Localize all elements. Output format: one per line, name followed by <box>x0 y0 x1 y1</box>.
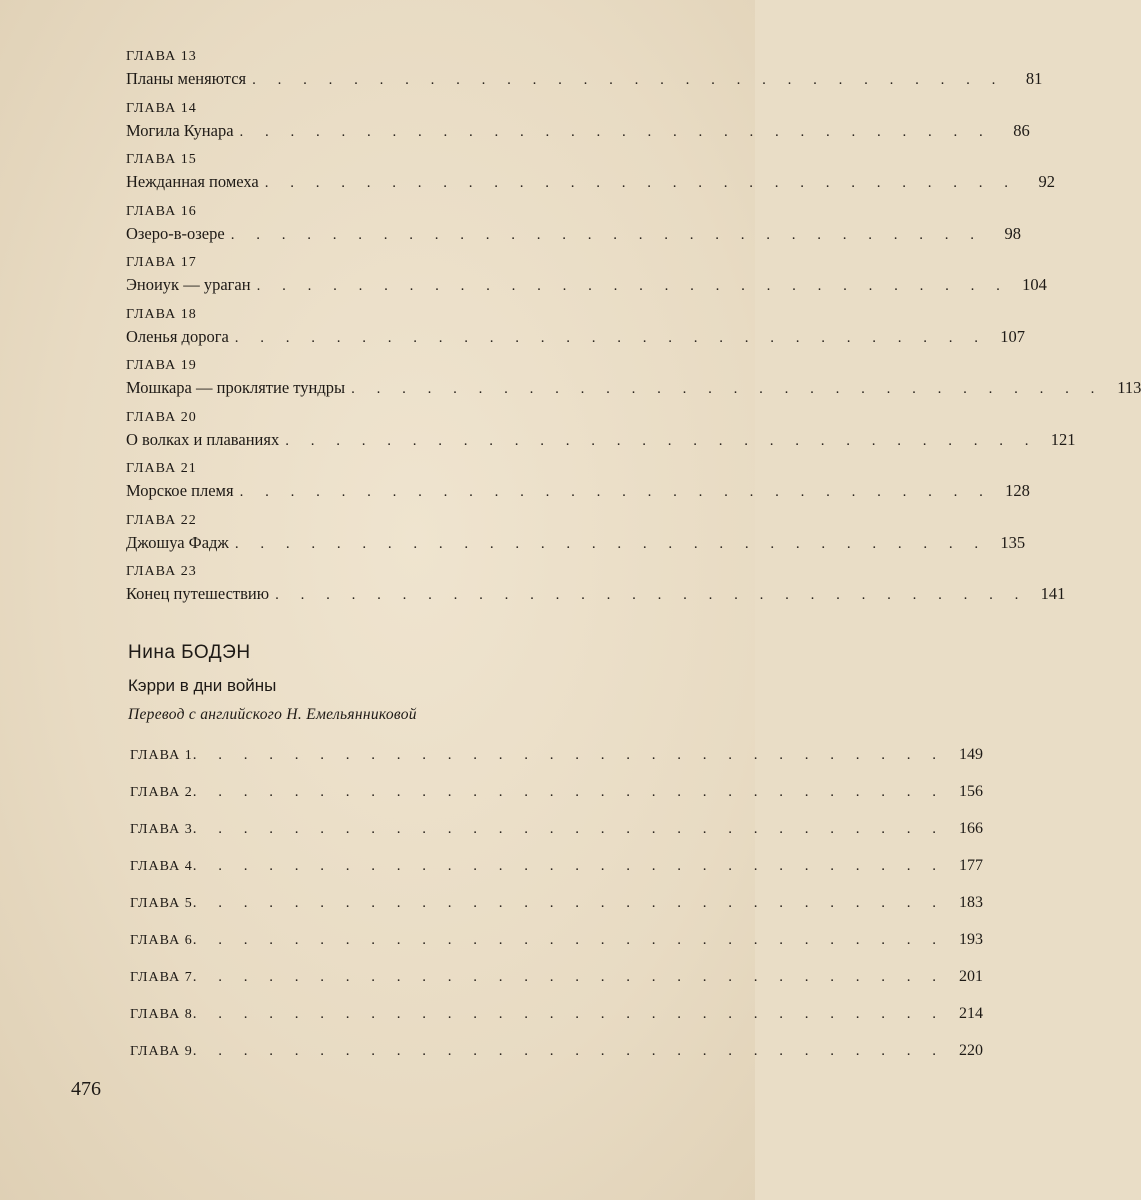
chapter-label: ГЛАВА 2 <box>130 785 193 800</box>
chapter-title: О волках и плаваниях <box>126 429 280 449</box>
chapter-title: Джошуа Фадж <box>126 532 229 552</box>
page-number: 128 <box>1005 481 1030 500</box>
toc-entry <box>126 100 1030 152</box>
chapter-label: ГЛАВА 16 <box>126 203 197 219</box>
toc-title-row <box>126 429 1076 452</box>
page-number: 104 <box>1022 275 1047 294</box>
page-number: 107 <box>1000 326 1026 346</box>
dot-leader: . . . . . . . . . . . . . . . . . . . . . . . . . . . . . . <box>230 226 983 243</box>
toc-title-row <box>126 274 1047 297</box>
toc-entry <box>126 203 1021 255</box>
chapter-label: ГЛАВА 15 <box>126 152 197 167</box>
chapter-title: Оленья дорога <box>126 326 229 346</box>
toc-part-1 <box>126 48 1141 615</box>
toc-title-row <box>126 223 1021 246</box>
page-number: 220 <box>958 1042 983 1059</box>
chapter-label: ГЛАВА 20 <box>126 409 197 425</box>
chapter-label: ГЛАВА 4 <box>130 859 193 874</box>
toc-title-row <box>126 68 1043 91</box>
page-number: 81 <box>1025 69 1043 88</box>
dot-leader: . . . . . . . . . . . . . . . . . . . . . . . . . . . . . . <box>264 175 1017 191</box>
page-number: 166 <box>958 820 983 837</box>
toc-entry <box>130 857 983 894</box>
chapter-title: Эноиук — ураган <box>126 275 251 294</box>
chapter-label: ГЛАВА 3 <box>130 822 193 837</box>
toc-title-row <box>126 583 1066 606</box>
dot-leader: . . . . . . . . . . . . . . . . . . . . . . . . . . . . . . <box>234 329 988 346</box>
chapter-label: ГЛАВА 22 <box>126 512 197 528</box>
page-number: 92 <box>1038 172 1055 191</box>
toc-part-2 <box>130 746 983 1079</box>
toc-entry <box>126 563 1066 615</box>
dot-leader: . . . . . . . . . . . . . . . . . . . . . . . . . . . . . . <box>256 278 1009 294</box>
dot-leader: . . . . . . . . . . . . . . . . . . . . . . . . . . . . . . <box>239 123 992 140</box>
chapter-title: Планы меняются <box>126 69 247 88</box>
toc-entry <box>130 820 983 857</box>
dot-leader: . . . . . . . . . . . . . . . . . . . . . . . . . . . . . . <box>192 969 945 985</box>
chapter-label: ГЛАВА 19 <box>126 358 197 373</box>
toc-entry <box>126 460 1030 512</box>
page-number: 86 <box>1013 120 1030 140</box>
chapter-label: ГЛАВА 8 <box>130 1007 193 1022</box>
chapter-label: ГЛАВА 18 <box>126 306 197 322</box>
toc-entry <box>130 931 983 968</box>
toc-entry <box>126 357 1141 409</box>
chapter-title: Морское племя <box>126 481 234 500</box>
chapter-title: Мошкара — проклятие тундры <box>126 378 346 397</box>
page-number: 177 <box>958 857 983 874</box>
page-number: 135 <box>1000 532 1026 552</box>
toc-title-row <box>126 171 1055 194</box>
chapter-title: Могила Кунара <box>126 120 234 140</box>
page-number: 121 <box>1050 429 1076 449</box>
toc-title-row <box>126 326 1026 349</box>
chapter-title: Нежданная помеха <box>126 172 259 191</box>
page-folio: 476 <box>71 1078 101 1100</box>
dot-leader: . . . . . . . . . . . . . . . . . . . . . . . . . . . . . . <box>192 821 945 837</box>
page-number: 156 <box>958 783 983 800</box>
chapter-label: ГЛАВА 14 <box>126 100 197 116</box>
chapter-label: ГЛАВА 5 <box>130 896 193 911</box>
toc-title-row <box>126 377 1141 400</box>
toc-title-row <box>126 480 1030 503</box>
toc-entry <box>126 48 1043 100</box>
dot-leader: . . . . . . . . . . . . . . . . . . . . . . . . . . . . . . <box>192 932 945 948</box>
chapter-label: ГЛАВА 17 <box>126 255 197 270</box>
dot-leader: . . . . . . . . . . . . . . . . . . . . . . . . . . . . . . <box>285 432 1038 449</box>
toc-entry <box>126 306 1026 358</box>
dot-leader: . . . . . . . . . . . . . . . . . . . . . . . . . . . . . . <box>192 784 945 800</box>
dot-leader: . . . . . . . . . . . . . . . . . . . . . . . . . . . . . . <box>275 587 1028 603</box>
toc-entry <box>130 1005 983 1042</box>
chapter-label: ГЛАВА 9 <box>130 1044 193 1059</box>
chapter-label: ГЛАВА 23 <box>126 564 197 579</box>
book-title: Кэрри в дни войны <box>128 676 277 695</box>
author-name: Нина БОДЭН <box>128 642 251 663</box>
toc-entry <box>130 1042 983 1079</box>
chapter-title: Озеро-в-озере <box>126 223 225 243</box>
toc-title-row <box>126 120 1030 143</box>
toc-entry <box>130 746 983 783</box>
toc-entry <box>126 409 1076 461</box>
page-number: 183 <box>958 894 983 911</box>
page-number: 214 <box>958 1005 983 1022</box>
chapter-label: ГЛАВА 21 <box>126 461 197 476</box>
translator-credit: Перевод с английского Н. Емельянниковой <box>128 706 417 723</box>
chapter-label: ГЛАВА 6 <box>130 933 193 948</box>
dot-leader: . . . . . . . . . . . . . . . . . . . . . . . . . . . . . . <box>192 895 945 911</box>
dot-leader: . . . . . . . . . . . . . . . . . . . . . . . . . . . . . . <box>192 858 945 874</box>
dot-leader: . . . . . . . . . . . . . . . . . . . . . . . . . . . . . . <box>252 72 1005 88</box>
chapter-label: ГЛАВА 13 <box>126 49 197 64</box>
dot-leader: . . . . . . . . . . . . . . . . . . . . . . . . . . . . . . <box>351 381 1104 397</box>
page-number: 98 <box>1004 223 1021 243</box>
toc-entry <box>130 968 983 1005</box>
page-number: 141 <box>1040 584 1066 603</box>
toc-entry <box>130 894 983 931</box>
page-number: 193 <box>958 931 983 948</box>
toc-entry <box>126 254 1047 306</box>
dot-leader: . . . . . . . . . . . . . . . . . . . . . . . . . . . . . . <box>234 535 988 552</box>
toc-entry <box>126 151 1055 203</box>
chapter-label: ГЛАВА 7 <box>130 970 193 985</box>
page-number: 201 <box>958 968 983 985</box>
page-number: 113 <box>1117 378 1141 397</box>
toc-entry <box>126 512 1026 564</box>
dot-leader: . . . . . . . . . . . . . . . . . . . . . . . . . . . . . . <box>192 1006 945 1022</box>
chapter-label: ГЛАВА 1 <box>130 748 193 763</box>
toc-title-row <box>126 532 1026 555</box>
page-number: 149 <box>958 746 983 763</box>
dot-leader: . . . . . . . . . . . . . . . . . . . . . . . . . . . . . . <box>239 484 992 500</box>
chapter-title: Конец путешествию <box>126 584 270 603</box>
toc-entry <box>130 783 983 820</box>
dot-leader: . . . . . . . . . . . . . . . . . . . . . . . . . . . . . . <box>192 1043 945 1059</box>
dot-leader: . . . . . . . . . . . . . . . . . . . . . . . . . . . . . . <box>192 747 945 763</box>
